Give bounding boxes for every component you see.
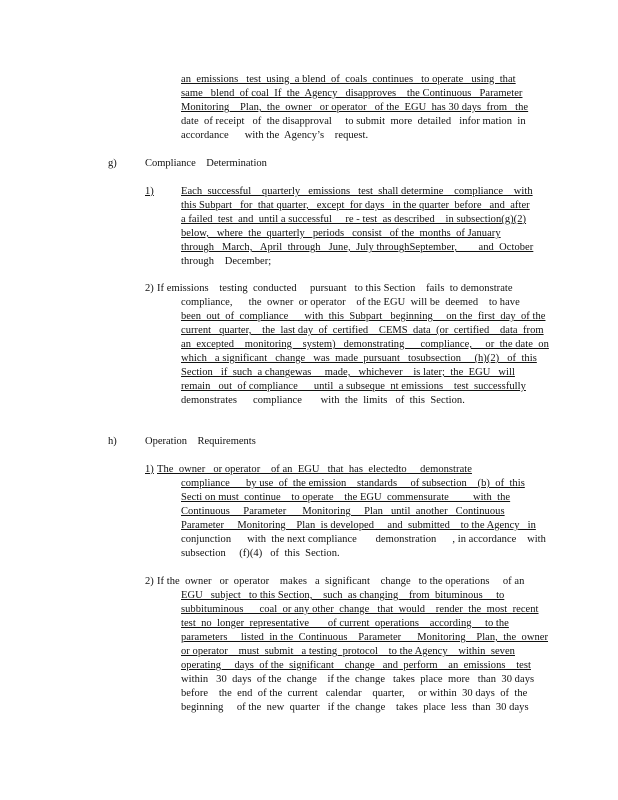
text-line: The owner or operator of an EGU that has electedto demonstrate	[157, 464, 472, 475]
text-line: this Subpart for that quarter, except for days in the quarter before and after	[181, 200, 530, 211]
text-line: Secti on must continue to operate the EGU commensurate with the	[181, 492, 511, 503]
text-line: been out of compliance with this Subpart beginning on the first day of the	[181, 311, 546, 322]
text-line: demonstrates compliance with the limits of this Section.	[181, 395, 465, 406]
text-line: If the owner or operator makes a significant change to the operations of an	[157, 576, 525, 587]
text-line: compliance by use of the emission standards of subsection (b) of this	[181, 478, 525, 489]
text-line: which a significant change was made pursuant tosubsection (h)(2) of this	[181, 353, 537, 364]
text-line: an excepted monitoring system) demonstrating compliance, or the date on	[181, 339, 549, 350]
text-line: parameters listed in the Continuous Parameter Monitoring Plan, the owner	[181, 632, 549, 643]
text-line: Monitoring Plan, the owner or operator of the EGU has 30 days from the	[181, 102, 529, 113]
text-line: below, where the quarterly periods consist of the months of January	[181, 228, 501, 239]
text-line: before the end of the current calendar quarter, or within 30 days of the	[181, 688, 528, 699]
item-marker: 1)	[145, 186, 154, 197]
section-heading: Compliance Determination	[145, 158, 267, 169]
item-marker: 1)	[145, 464, 154, 475]
text-line: If emissions testing conducted pursuant to this Section fails to demonstrate	[157, 283, 513, 294]
item-marker: 2)	[145, 283, 154, 294]
text-line: accordance with the Agency’s request.	[181, 130, 369, 141]
text-line: within 30 days of the change if the change takes place more than 30 days	[181, 674, 535, 685]
text-line: current quarter, the last day of certified CEMS data (or certified data from	[181, 325, 544, 336]
text-line: Each successful quarterly emissions test shall determine compliance with	[181, 186, 533, 197]
text-line: through March, April through June, July throughSeptember, and October	[181, 242, 534, 253]
text-line: EGU subject to this Section, such as changing from bituminous to	[181, 590, 505, 601]
text-line: Continuous Parameter Monitoring Plan until another Continuous	[181, 506, 505, 517]
text-line: or operator must submit a testing protocol to the Agency within seven	[181, 646, 515, 657]
text-line: remain out of compliance until a subseque nt emissions test successfully	[181, 381, 526, 392]
item-marker: 2)	[145, 576, 154, 587]
section-label: h)	[108, 436, 117, 447]
text-line: date of receipt of the disapproval to submit more detailed infor mation in	[181, 116, 526, 127]
text-line: compliance, the owner or operator of the EGU will be deemed to have	[181, 297, 520, 308]
text-line: Parameter Monitoring Plan is developed and submitted to the Agency in	[181, 520, 536, 531]
text-line: conjunction with the next compliance demonstration , in accordance with	[181, 534, 546, 545]
text-line: through December;	[181, 256, 272, 267]
text-line: subbituminous coal or any other change that would render the most recent	[181, 604, 539, 615]
text-line: a failed test and until a successful re - test as described in subsection(g)(2)	[181, 214, 527, 225]
section-label: g)	[108, 158, 117, 169]
text-line: same blend of coal If the Agency disapproves the Continuous Parameter	[181, 88, 523, 99]
text-line: subsection (f)(4) of this Section.	[181, 548, 340, 559]
text-line: test no longer representative of current operations according to the	[181, 618, 509, 629]
section-heading: Operation Requirements	[145, 436, 256, 447]
text-line: an emissions test using a blend of coals continues to operate using that	[181, 74, 516, 85]
text-line: operating days of the significant change and perform an emissions test	[181, 660, 531, 671]
text-line: beginning of the new quarter if the change takes place less than 30 days	[181, 702, 529, 713]
text-line: Section if such a changewas made, whichever is later; the EGU will	[181, 367, 515, 378]
